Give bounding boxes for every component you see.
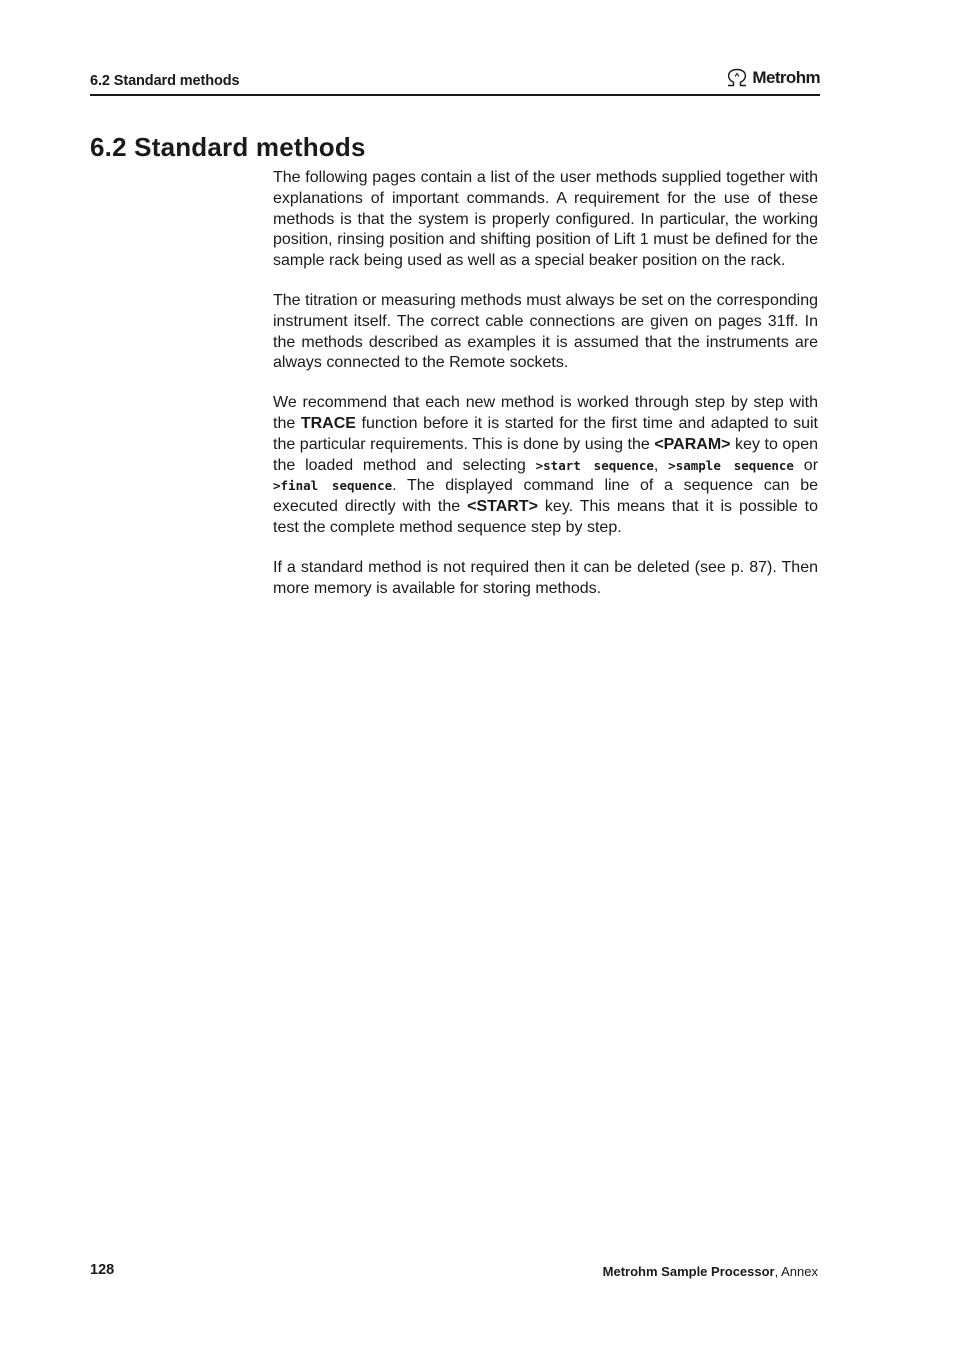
text-run: , xyxy=(653,456,669,474)
brand-logo xyxy=(725,68,820,88)
paragraph-delete-method: If a standard method is not required then it can be deleted (see p. 87). Then more memory is available for storing methods. xyxy=(273,558,818,597)
trace-keyword: TRACE xyxy=(300,414,356,432)
running-header-section-label: 6.2 Standard methods xyxy=(90,73,240,89)
text-run: function before it is started for the first time and adapted to suit the particular requirements. This is done by using the xyxy=(273,414,819,453)
page-title: 6.2 Standard methods xyxy=(90,132,366,162)
paragraph-trace-function xyxy=(273,393,818,539)
page-number: 128 xyxy=(90,1262,115,1278)
text-run: . The displayed command line of a sequence can be executed directly with the xyxy=(273,477,818,516)
body-text xyxy=(273,168,818,618)
paragraph-instrument-setup: The titration or measuring methods must always be set on the corresponding instrument itself. The correct cable connections are given on pages 31ff. In the methods described as examples it is assumed that the instruments are always connected to the Remote sockets. xyxy=(273,291,818,372)
running-header xyxy=(90,66,820,96)
footer-product-name: Metrohm Sample Processor xyxy=(602,1264,775,1279)
command-start-sequence: >start sequence xyxy=(535,457,654,473)
text-run: key to open the loaded method and selecting xyxy=(273,435,818,474)
footer-product-suffix: , Annex xyxy=(774,1264,818,1279)
text-run: We recommend that each new method is worked through step by step with the xyxy=(273,394,818,432)
param-key: <PARAM> xyxy=(654,435,731,453)
command-sample-sequence: >sample sequence xyxy=(668,457,794,473)
metrohm-omega-logo-icon xyxy=(725,68,749,88)
text-run: or xyxy=(793,456,819,474)
text-run: key. This means that it is possible to test the complete method sequence step by step. xyxy=(273,498,819,536)
paragraph-intro: The following pages contain a list of the user methods supplied together with explanations of important commands. A requirement for the use of these methods is that the system is properly configured. In particular, the working position, rinsing position and shifting position of Lift 1 must be defined for the sample rack being used as well as a special beaker position on the rack. xyxy=(273,169,818,270)
start-key: <START> xyxy=(467,498,538,516)
command-final-sequence: >final sequence xyxy=(273,478,393,494)
footer-product xyxy=(603,1264,818,1279)
brand-name: Metrohm xyxy=(752,68,820,87)
